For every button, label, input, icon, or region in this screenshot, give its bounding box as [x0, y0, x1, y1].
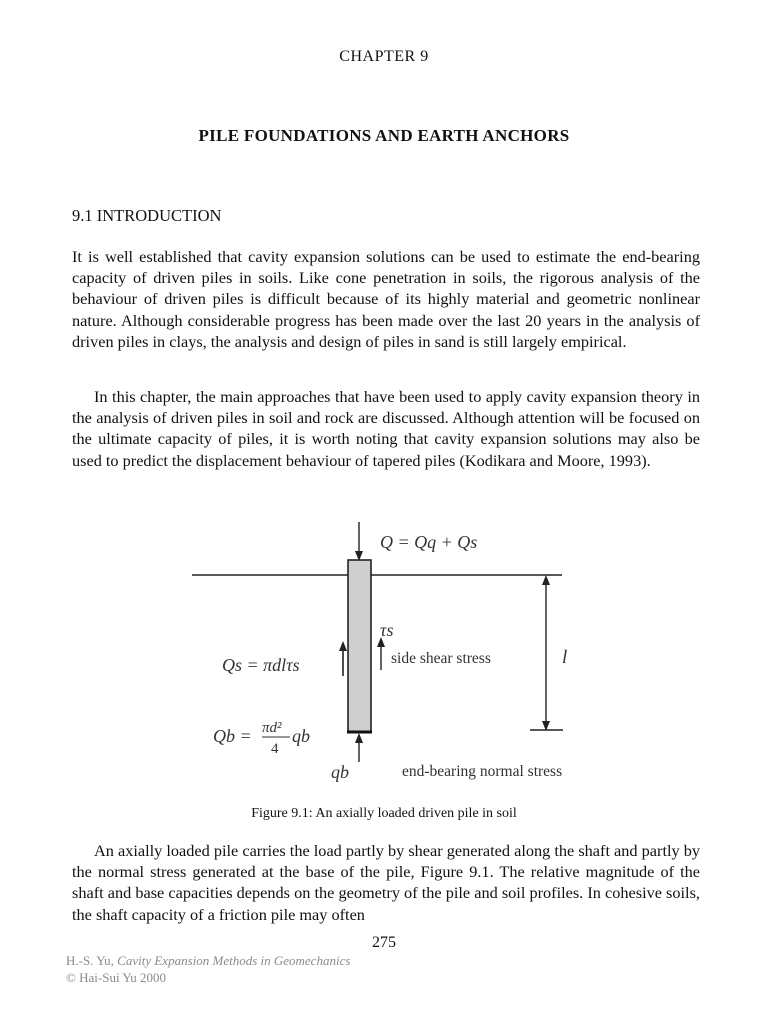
paragraph-approaches: In this chapter, the main approaches that have been used to apply cavity expansion theory in the analysis of driven piles in soil and rock are discussed. Although attention will be focused on the ultimate capacity of piles, it is worth noting that cavity expansion solutions may also be used to predict the displacement behaviour of tapered piles (Kodikara and Moore, 1993).	[72, 387, 700, 470]
tau-label: τs	[380, 620, 394, 640]
figure-caption: Figure 9.1: An axially loaded driven pile in soil	[251, 806, 517, 821]
pile-body	[348, 560, 371, 732]
figure-pile-diagram	[0, 520, 768, 810]
pile-diagram-svg	[0, 520, 768, 810]
base-capacity-numerator: πd²	[262, 720, 282, 736]
end-bearing-label: end-bearing normal stress	[402, 763, 563, 780]
chapter-label: CHAPTER 9	[339, 48, 429, 65]
load-equation: Q = Qq + Qs	[380, 532, 478, 552]
section-heading: 9.1 INTRODUCTION	[72, 206, 222, 225]
footer	[66, 952, 350, 986]
chapter-title: PILE FOUNDATIONS AND EARTH ANCHORS	[198, 126, 570, 145]
base-capacity-lhs: Qb =	[213, 726, 252, 746]
page-number: 275	[372, 934, 396, 951]
base-capacity-denominator: 4	[271, 741, 279, 757]
paragraph-axial-load: An axially loaded pile carries the load partly by shear generated along the shaft and partly by the normal stress generated at the base of the pile, Figure 9.1. The relative magnitude of the shaft and base capacities depends on the geometry of the pile and soil profiles. In cohesive soils, the shaft capacity of a friction pile may often	[72, 841, 700, 924]
footer-citation	[66, 952, 350, 969]
footer-copyright: © Hai-Sui Yu 2000	[66, 970, 167, 985]
footer-author: H.-S. Yu,	[66, 953, 114, 968]
footer-book-title: Cavity Expansion Methods in Geomechanics	[117, 953, 351, 968]
shaft-capacity-equation: Qs = πdlτs	[222, 655, 300, 675]
base-capacity-rhs: qb	[292, 726, 310, 746]
base-stress-label: qb	[331, 762, 349, 782]
paragraph-intro: It is well established that cavity expansion solutions can be used to estimate the end-bearing capacity of driven piles in soils. Like cone penetration in soils, the rigorous analysis of the behaviour of driven piles is difficult because of its highly material and geometric nonlinear nature. Although considerable progress has been made over the last 20 years in the analysis of driven piles in clays, the analysis and design of piles in sand is still largely empirical.	[72, 247, 700, 351]
side-shear-label: side shear stress	[391, 650, 491, 667]
length-label: l	[562, 647, 568, 668]
